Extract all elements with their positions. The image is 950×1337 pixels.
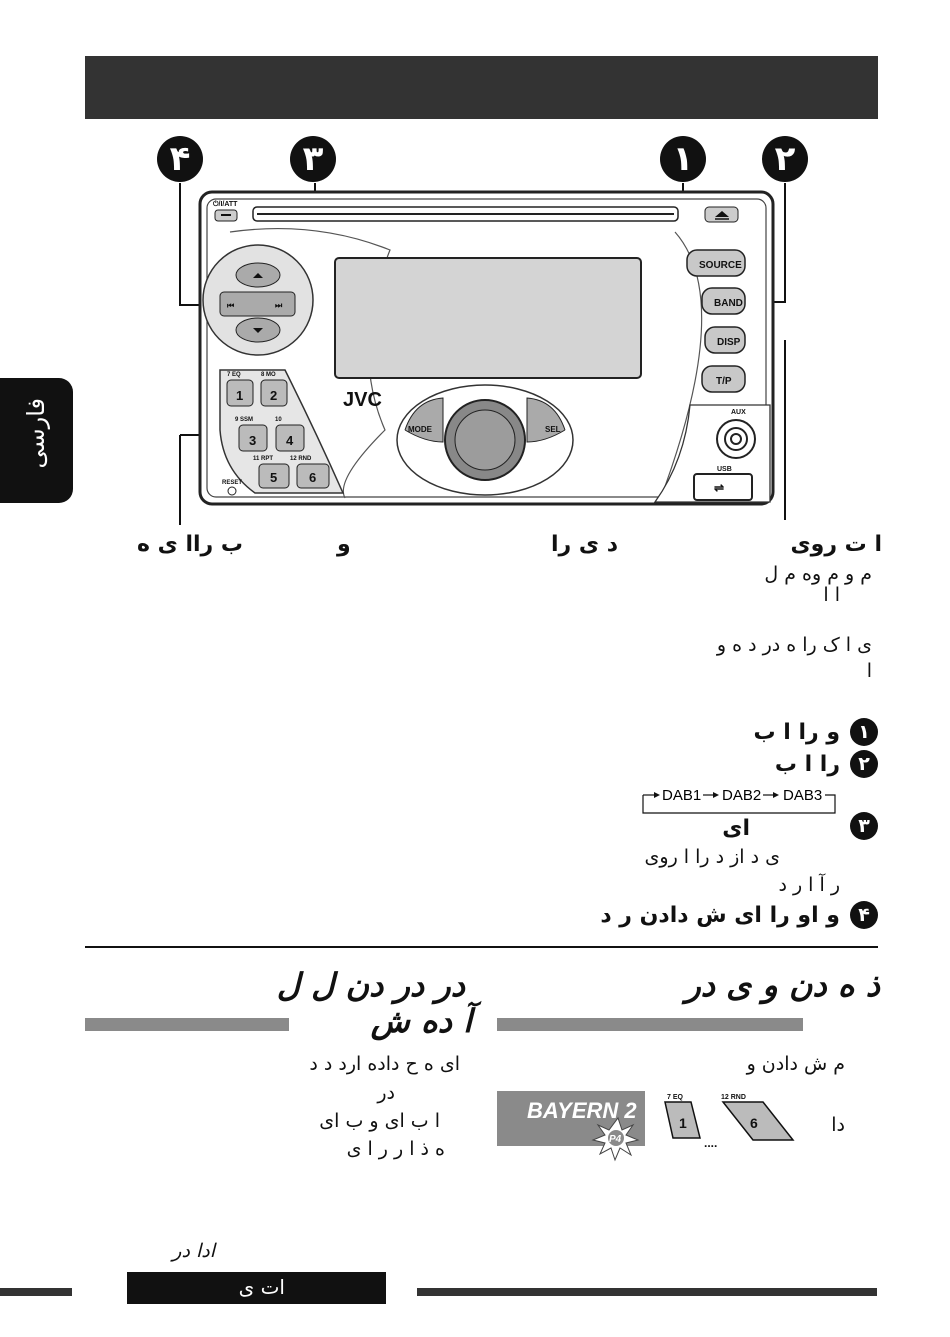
section-left-body-4: ه ذ ا ر ر ا ی: [346, 1138, 445, 1160]
svg-text:8 MO: 8 MO: [261, 372, 276, 378]
section-right-body-2: دا: [831, 1114, 845, 1136]
demo-preset-6: 6: [750, 1115, 758, 1131]
step-1-number: ۱: [850, 718, 878, 746]
page-title: ش دادن: [785, 12, 904, 52]
band-dab1: DAB1: [662, 787, 702, 804]
svg-text:10: 10: [275, 417, 282, 423]
svg-text:7 EQ: 7 EQ: [227, 372, 241, 378]
reset-label: RESET: [222, 480, 243, 486]
preset-2: 2: [270, 388, 278, 403]
disp-button: DISP: [717, 337, 741, 348]
section-left-body-1: ای ه ح داده ارد د د: [309, 1053, 460, 1075]
note-2-line-2: ا: [866, 660, 872, 682]
svg-text:11 RPT: 11 RPT: [253, 456, 274, 462]
footer-bar-text: ات ی: [238, 1275, 285, 1299]
label-right: ا ت روی: [790, 532, 882, 557]
preset-badge: P4: [609, 1134, 622, 1145]
svg-text:⇌: ⇌: [714, 481, 725, 495]
step-1-text: و را ا ب: [753, 720, 840, 745]
language-tab: [0, 378, 73, 503]
footer-bar-right: [417, 1288, 877, 1296]
step-2-text: را ا ب: [774, 752, 840, 777]
mode-button: MODE: [408, 425, 432, 434]
page-title-part: ب: [500, 12, 533, 52]
car-stereo-diagram: [175, 180, 805, 530]
preset-4: 4: [286, 433, 294, 448]
callout-2: ۲: [762, 136, 808, 182]
svg-text:....: ....: [704, 1136, 718, 1150]
station-display-demo: [495, 1088, 805, 1166]
section-left-heading-2: آ ده ش: [370, 1002, 472, 1040]
callout-4: ۴: [157, 136, 203, 182]
step-4-text: و او را ای ش دادن ر د: [600, 903, 840, 928]
step-3-number: ۳: [850, 812, 878, 840]
section-left-heading-1: در در دن ل ل: [276, 966, 465, 1004]
band-button: BAND: [714, 298, 743, 309]
tp-button: T/P: [716, 376, 732, 387]
jvc-logo: JVC: [343, 389, 382, 411]
sel-button: SEL: [545, 425, 561, 434]
preset-1: 1: [236, 388, 244, 403]
step-2-number: ۲: [850, 750, 878, 778]
section-right-body: م ش دادن و: [746, 1053, 845, 1075]
note-1-line-2: ا ا: [823, 584, 840, 606]
section-left-body-2: در: [377, 1082, 395, 1104]
footer-note: ادا در: [172, 1240, 215, 1262]
band-dab2: DAB2: [722, 787, 762, 804]
svg-text:12 RND: 12 RND: [721, 1094, 746, 1101]
preset-3: 3: [249, 433, 257, 448]
band-cycle-diagram: [640, 785, 840, 817]
station-name: BAYERN 2: [527, 1098, 637, 1123]
aux-label: AUX: [731, 409, 746, 416]
label-center: و: [337, 532, 351, 557]
step-4-number: ۴: [850, 901, 878, 929]
demo-preset-1: 1: [679, 1115, 687, 1131]
svg-text:⏮: ⏮: [227, 301, 235, 310]
svg-text:12 RND: 12 RND: [290, 456, 312, 462]
svg-text:7 EQ: 7 EQ: [667, 1094, 683, 1101]
section-right-heading: ذ ه دن و ی در: [685, 966, 880, 1004]
section-right-rule: [497, 1018, 803, 1031]
section-divider: [85, 946, 878, 948]
svg-text:⏭: ⏭: [275, 301, 283, 310]
page-header: [85, 56, 878, 119]
footer-bar-left: [0, 1288, 72, 1296]
section-left-body-3: ا ب ای و ب ای: [319, 1110, 440, 1132]
language-tab-label: فارسی: [22, 398, 50, 469]
source-button: SOURCE: [699, 260, 742, 271]
callout-1: ۱: [660, 136, 706, 182]
callout-3: ۳: [290, 136, 336, 182]
svg-text:9 SSM: 9 SSM: [235, 417, 254, 423]
power-label: ⏻/I/ATT: [213, 201, 238, 208]
step-3-body-line-1: ی د از د را ا روی: [644, 846, 780, 868]
label-mid: د ی را: [551, 532, 618, 557]
band-dab3: DAB3: [783, 787, 823, 804]
preset-5: 5: [270, 470, 278, 485]
step-3-body-line-2: ر آ ا ر د: [778, 874, 840, 896]
note-1-line-1: م و م وه م ل: [764, 563, 872, 585]
note-2-line-1: ی ا ک را ه در د ه و: [716, 634, 872, 656]
usb-label: USB: [717, 466, 732, 473]
label-left: ب راا ی ه: [137, 532, 243, 557]
preset-6: 6: [309, 470, 317, 485]
section-left-rule: [85, 1018, 289, 1031]
step-3-text: ای: [722, 816, 750, 841]
